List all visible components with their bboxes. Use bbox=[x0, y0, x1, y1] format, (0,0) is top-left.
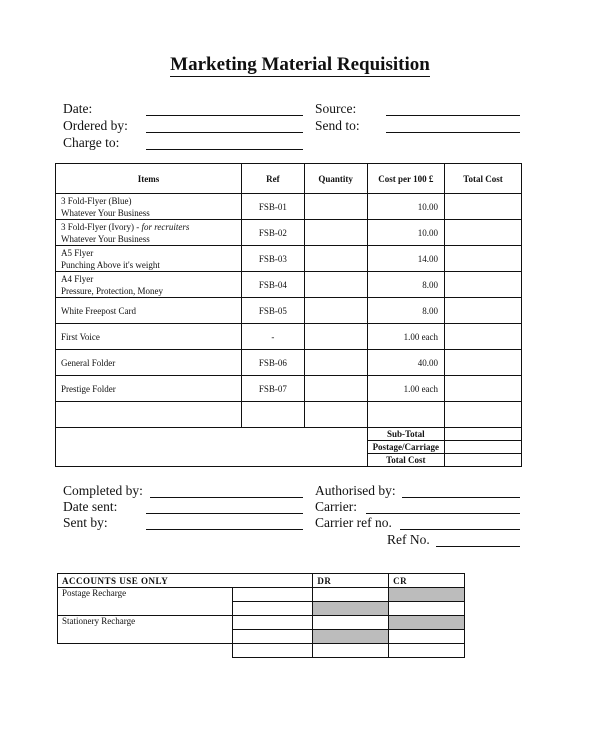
authorised-by-field[interactable] bbox=[402, 497, 520, 498]
item-ref: FSB-04 bbox=[241, 272, 304, 298]
item-cost: 1.00 each bbox=[367, 376, 444, 402]
accounts-cell[interactable] bbox=[232, 602, 313, 616]
table-header-row bbox=[56, 164, 522, 194]
item-ref: FSB-06 bbox=[241, 350, 304, 376]
date-field[interactable] bbox=[146, 115, 303, 116]
accounts-cell[interactable] bbox=[232, 588, 313, 602]
item-ref: FSB-02 bbox=[241, 220, 304, 246]
item-total[interactable] bbox=[445, 324, 522, 350]
table-row-empty bbox=[56, 402, 522, 428]
accounts-cell[interactable] bbox=[232, 644, 313, 658]
sub-total-label: Sub-Total bbox=[367, 428, 444, 441]
table-row bbox=[58, 616, 465, 630]
item-quantity[interactable] bbox=[304, 350, 367, 376]
postage-value[interactable] bbox=[445, 441, 522, 454]
item-cost: 40.00 bbox=[367, 350, 444, 376]
item-quantity[interactable] bbox=[304, 194, 367, 220]
item-name: First Voice bbox=[56, 324, 242, 350]
date-label: Date: bbox=[63, 101, 93, 116]
stationery-recharge-label: Stationery Recharge bbox=[58, 616, 233, 644]
postage-label: Postage/Carriage bbox=[367, 441, 444, 454]
carrier-ref-field[interactable] bbox=[400, 529, 520, 530]
item-total[interactable] bbox=[445, 402, 522, 428]
ordered-by-label: Ordered by: bbox=[63, 118, 128, 133]
table-row bbox=[56, 220, 522, 246]
table-row bbox=[56, 298, 522, 324]
cr-cell-shaded bbox=[389, 616, 465, 630]
item-name: A5 Flyer Punching Above it's weight bbox=[56, 246, 242, 272]
cr-header: CR bbox=[389, 574, 465, 588]
source-field[interactable] bbox=[386, 115, 520, 116]
dr-cell-shaded bbox=[313, 602, 389, 616]
item-cost: 1.00 each bbox=[367, 324, 444, 350]
item-ref: FSB-01 bbox=[241, 194, 304, 220]
col-quantity: Quantity bbox=[304, 164, 367, 194]
ref-no-label: Ref No. bbox=[387, 532, 430, 547]
item-ref[interactable] bbox=[241, 402, 304, 428]
item-quantity[interactable] bbox=[304, 298, 367, 324]
item-total[interactable] bbox=[445, 350, 522, 376]
sub-total-value[interactable] bbox=[445, 428, 522, 441]
sent-by-field[interactable] bbox=[146, 529, 303, 530]
item-name: 3 Fold-Flyer (Ivory) - for recruiters Whatever Your Business bbox=[56, 220, 242, 246]
sub-total-row bbox=[56, 428, 522, 441]
accounts-heading: ACCOUNTS USE ONLY bbox=[58, 574, 313, 588]
item-quantity[interactable] bbox=[304, 402, 367, 428]
authorised-by-label: Authorised by: bbox=[315, 483, 396, 498]
table-row bbox=[56, 272, 522, 298]
date-sent-field[interactable] bbox=[146, 513, 303, 514]
item-total[interactable] bbox=[445, 194, 522, 220]
item-cost: 10.00 bbox=[367, 194, 444, 220]
cr-cell-shaded bbox=[389, 588, 465, 602]
carrier-label: Carrier: bbox=[315, 499, 357, 514]
cr-cell[interactable] bbox=[389, 630, 465, 644]
table-row bbox=[58, 588, 465, 602]
item-name: White Freepost Card bbox=[56, 298, 242, 324]
table-row bbox=[58, 644, 465, 658]
item-total[interactable] bbox=[445, 246, 522, 272]
summary-blank bbox=[56, 428, 368, 467]
postage-recharge-label: Postage Recharge bbox=[58, 588, 233, 616]
accounts-cell[interactable] bbox=[232, 616, 313, 630]
accounts-header-row bbox=[58, 574, 465, 588]
item-total[interactable] bbox=[445, 376, 522, 402]
dr-header: DR bbox=[313, 574, 389, 588]
item-total[interactable] bbox=[445, 298, 522, 324]
cr-cell[interactable] bbox=[389, 644, 465, 658]
table-row bbox=[56, 350, 522, 376]
sent-by-label: Sent by: bbox=[63, 515, 108, 530]
item-total[interactable] bbox=[445, 220, 522, 246]
total-cost-value[interactable] bbox=[445, 454, 522, 467]
completed-by-label: Completed by: bbox=[63, 483, 143, 498]
dr-cell[interactable] bbox=[313, 588, 389, 602]
col-items: Items bbox=[56, 164, 242, 194]
item-quantity[interactable] bbox=[304, 376, 367, 402]
item-cost: 10.00 bbox=[367, 220, 444, 246]
item-ref: FSB-03 bbox=[241, 246, 304, 272]
source-label: Source: bbox=[315, 101, 357, 116]
item-name: 3 Fold-Flyer (Blue) Whatever Your Business bbox=[56, 194, 242, 220]
table-row bbox=[56, 194, 522, 220]
item-quantity[interactable] bbox=[304, 272, 367, 298]
accounts-table bbox=[57, 573, 465, 658]
carrier-field[interactable] bbox=[366, 513, 520, 514]
dr-cell[interactable] bbox=[313, 644, 389, 658]
send-to-field[interactable] bbox=[386, 132, 520, 133]
item-name: General Folder bbox=[56, 350, 242, 376]
item-ref: FSB-05 bbox=[241, 298, 304, 324]
carrier-ref-label: Carrier ref no. bbox=[315, 515, 392, 530]
item-quantity[interactable] bbox=[304, 246, 367, 272]
item-cost[interactable] bbox=[367, 402, 444, 428]
item-cost: 14.00 bbox=[367, 246, 444, 272]
table-row bbox=[56, 324, 522, 350]
dr-cell-shaded bbox=[313, 630, 389, 644]
total-cost-label: Total Cost bbox=[367, 454, 444, 467]
send-to-label: Send to: bbox=[315, 118, 360, 133]
items-table bbox=[55, 163, 522, 467]
item-name: A4 Flyer Pressure, Protection, Money bbox=[56, 272, 242, 298]
table-row bbox=[56, 246, 522, 272]
item-cost: 8.00 bbox=[367, 272, 444, 298]
completed-by-field[interactable] bbox=[150, 497, 303, 498]
item-quantity[interactable] bbox=[304, 324, 367, 350]
col-ref: Ref bbox=[241, 164, 304, 194]
cr-cell[interactable] bbox=[389, 602, 465, 616]
ref-no-field[interactable] bbox=[436, 546, 520, 547]
item-ref: FSB-07 bbox=[241, 376, 304, 402]
item-cost: 8.00 bbox=[367, 298, 444, 324]
item-name[interactable] bbox=[56, 402, 242, 428]
accounts-cell[interactable] bbox=[232, 630, 313, 644]
item-quantity[interactable] bbox=[304, 220, 367, 246]
col-cost-per-100: Cost per 100 £ bbox=[367, 164, 444, 194]
col-total-cost: Total Cost bbox=[445, 164, 522, 194]
item-ref: - bbox=[241, 324, 304, 350]
item-total[interactable] bbox=[445, 272, 522, 298]
charge-to-field[interactable] bbox=[146, 149, 303, 150]
date-sent-label: Date sent: bbox=[63, 499, 118, 514]
ordered-by-field[interactable] bbox=[146, 132, 303, 133]
item-name: Prestige Folder bbox=[56, 376, 242, 402]
accounts-spacer bbox=[58, 644, 233, 658]
page-title: Marketing Material Requisition bbox=[170, 54, 430, 75]
charge-to-label: Charge to: bbox=[63, 135, 120, 150]
table-row bbox=[56, 376, 522, 402]
dr-cell[interactable] bbox=[313, 616, 389, 630]
